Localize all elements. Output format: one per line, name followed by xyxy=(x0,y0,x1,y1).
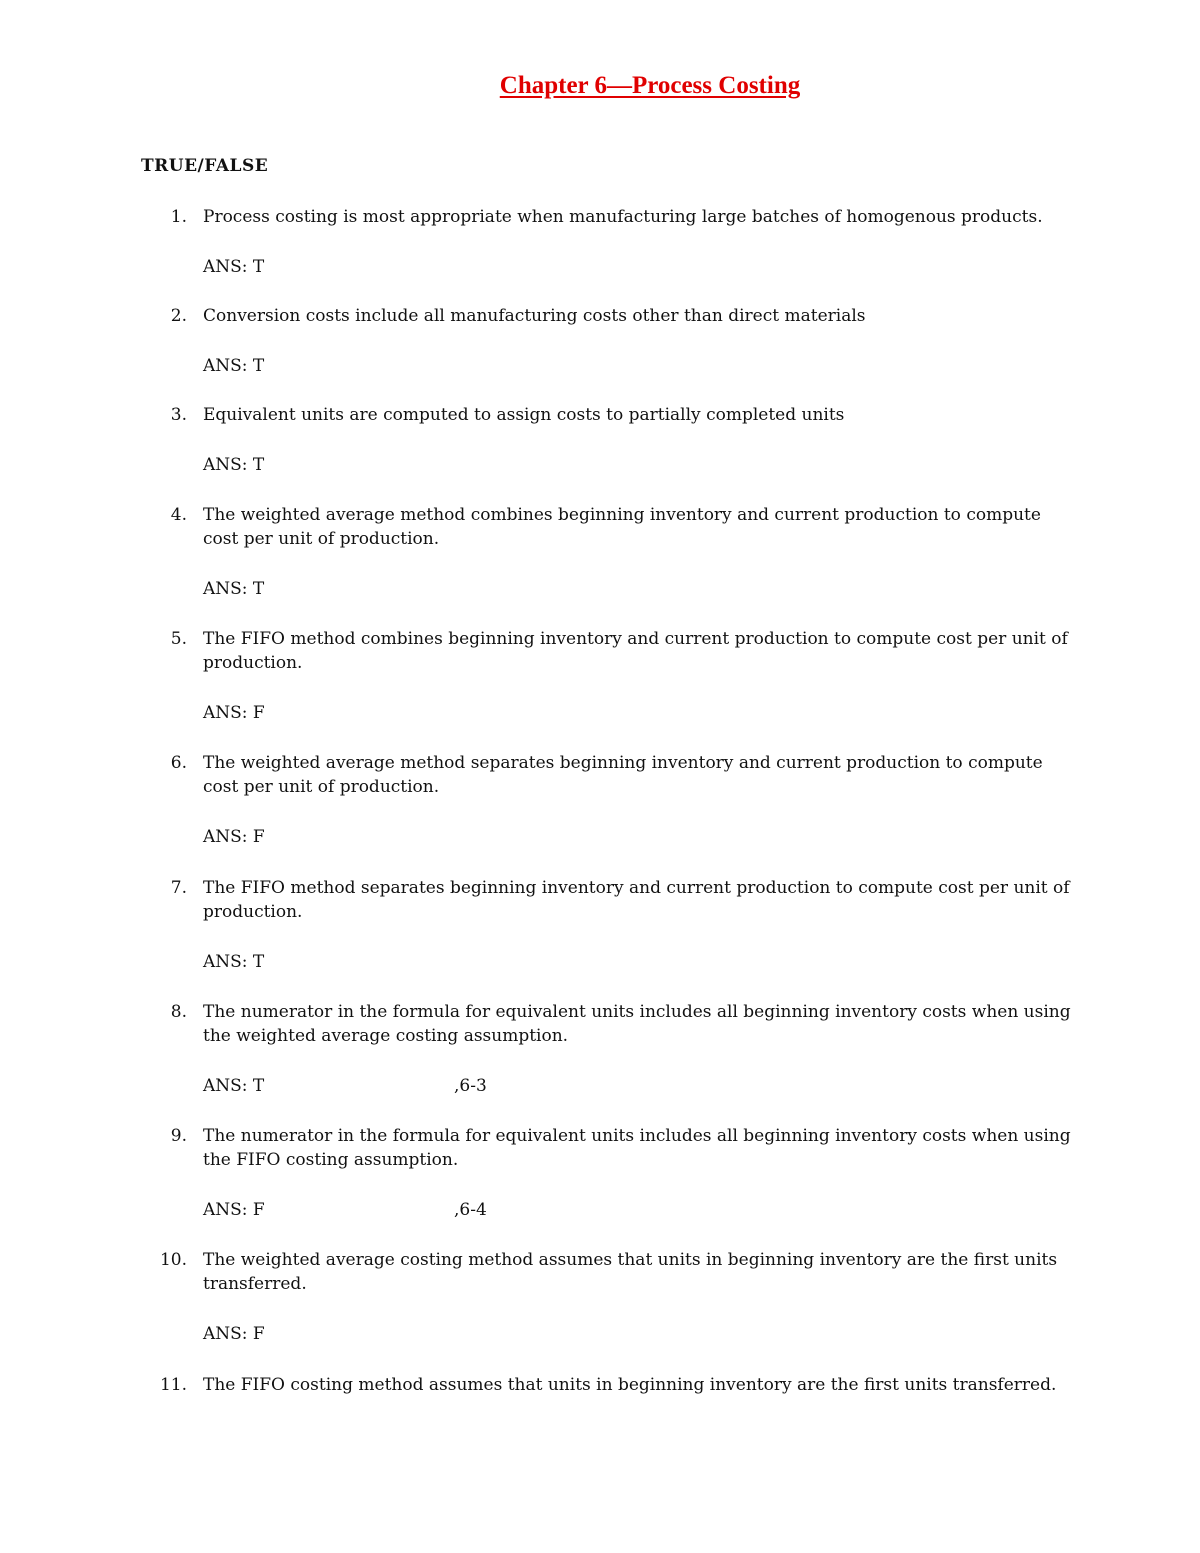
answer-line xyxy=(203,1074,1081,1098)
answer-label: ANS: T xyxy=(203,455,265,475)
question-number: 5. xyxy=(170,629,187,649)
answer-label: ANS: T xyxy=(203,356,265,376)
question-item xyxy=(141,1124,1081,1222)
answer-label: ANS: F xyxy=(203,703,265,723)
question-item xyxy=(141,503,1081,601)
answer-line xyxy=(203,950,1081,974)
question-text: The weighted average costing method assumes that units in beginning inventory are the first units transferred. xyxy=(203,1250,1058,1294)
question-item xyxy=(141,627,1081,725)
question-text: Equivalent units are computed to assign costs to partially completed units xyxy=(203,405,845,425)
question-number: 9. xyxy=(170,1126,187,1146)
question-text: The numerator in the formula for equivalent units includes all beginning inventory costs when using the FIFO costing assumption. xyxy=(203,1126,1071,1170)
answer-line xyxy=(203,255,1081,279)
question-item xyxy=(141,403,1081,477)
answer-label: ANS: T xyxy=(203,579,265,599)
question-text: The FIFO costing method assumes that units in beginning inventory are the first units transferred. xyxy=(203,1375,1057,1395)
answer-label: ANS: T xyxy=(203,257,265,277)
answer-line xyxy=(203,1198,1081,1222)
answer-label: ANS: F xyxy=(203,827,265,847)
question-text: The FIFO method combines beginning inventory and current production to compute cost per unit of production. xyxy=(203,629,1068,673)
question-text: The weighted average method combines beginning inventory and current production to compute cost per unit of production. xyxy=(203,505,1041,549)
answer-line xyxy=(203,453,1081,477)
answer-reference: ,6-4 xyxy=(454,1200,487,1220)
answer-line xyxy=(203,354,1081,378)
question-text: Process costing is most appropriate when manufacturing large batches of homogenous products. xyxy=(203,207,1043,227)
question-number: 6. xyxy=(170,753,187,773)
answer-line xyxy=(203,825,1081,849)
question-item xyxy=(141,304,1081,378)
question-item xyxy=(141,751,1081,849)
answer-label: ANS: F xyxy=(203,1324,265,1344)
answer-reference: ,6-3 xyxy=(454,1076,487,1096)
question-item xyxy=(141,1248,1081,1346)
answer-label: ANS: F xyxy=(203,1200,265,1220)
question-text: The FIFO method separates beginning inventory and current production to compute cost per unit of production. xyxy=(203,878,1070,922)
answer-line xyxy=(203,1322,1081,1346)
question-text: The numerator in the formula for equivalent units includes all beginning inventory costs when using the weighted average costing assumption. xyxy=(203,1002,1071,1046)
question-number: 8. xyxy=(170,1002,187,1022)
answer-line xyxy=(203,701,1081,725)
answer-label: ANS: T xyxy=(203,1076,265,1096)
section-heading: TRUE/FALSE xyxy=(141,156,269,176)
question-number: 2. xyxy=(170,306,187,326)
page-title: Chapter 6—Process Costing xyxy=(499,72,801,99)
question-number: 7. xyxy=(170,878,187,898)
question-number: 11. xyxy=(159,1375,187,1395)
question-number: 10. xyxy=(159,1250,187,1270)
question-number: 3. xyxy=(170,405,187,425)
question-number: 1. xyxy=(170,207,187,227)
answer-label: ANS: T xyxy=(203,952,265,972)
question-text: Conversion costs include all manufacturing costs other than direct materials xyxy=(203,306,866,326)
question-item xyxy=(141,1373,1081,1397)
question-text: The weighted average method separates beginning inventory and current production to compute cost per unit of production. xyxy=(203,753,1043,797)
question-item xyxy=(141,205,1081,279)
question-item xyxy=(141,1000,1081,1098)
question-number: 4. xyxy=(170,505,187,525)
question-item xyxy=(141,876,1081,974)
answer-line xyxy=(203,577,1081,601)
